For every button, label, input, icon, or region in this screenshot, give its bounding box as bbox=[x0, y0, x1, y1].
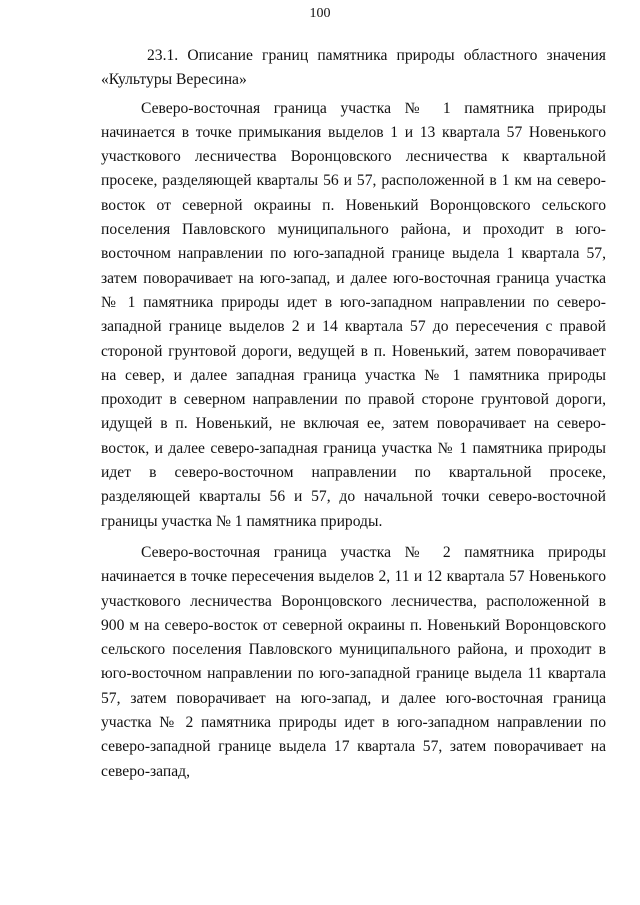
page-number: 100 bbox=[309, 6, 331, 21]
document-body bbox=[101, 44, 606, 784]
section-heading: 23.1. Описание границ памятника природы областного значения «Культуры Вересина» bbox=[101, 47, 606, 89]
paragraph-plot-2-boundary: Северо-восточная граница участка № 2 памятника природы начинается в точке пересечения выделов 2, 11 и 12 квартала 57 Новенького участкового лесничества Воронцовского лесничества, расположенной в 900 м на северо-восток от северной окраины п. Новенький Воронцовского сельского поселения Павловского муниципального района, и проходит в юго-восточном направлении по юго-западной границе выдела 11 квартала 57, затем поворачивает на юго-запад, и далее юго-восточная граница участка № 2 памятника природы идет в юго-западном направлении по северо-западной границе выдела 17 квартала 57, затем поворачивает на северо-запад, bbox=[101, 543, 606, 780]
paragraph-plot-1-boundary: Северо-восточная граница участка № 1 памятника природы начинается в точке примыкания выделов 1 и 13 квартала 57 Новенького участкового лесничества Воронцовского лесничества к квартальной просеке, разделяющей кварталы 56 и 57, расположенной в 1 км на северо-восток от северной окраины п. Новенький Воронцовского сельского поселения Павловского муниципального района, и проходит в юго-восточном направлении по юго-западной границе выдела 1 квартала 57, затем поворачивает на юго-запад, и далее юго-восточная граница участка № 1 памятника природы идет в юго-западном направлении по северо-западной границе выделов 2 и 14 квартала 57 до пересечения с правой стороной грунтовой дороги, ведущей в п. Новенький, затем поворачивает на север, и далее западная граница участка № 1 памятника природы проходит в северном направлении по правой стороне грунтовой дороги, идущей в п. Новенький, не включая ее, затем поворачивает на северо-восток, и далее северо-западная граница участка № 1 памятника природы идет в северо-восточном направлении по квартальной просеке, разделяющей кварталы 56 и 57, до начальной точки северо-восточной границы участка № 1 памятника природы. bbox=[101, 99, 606, 530]
